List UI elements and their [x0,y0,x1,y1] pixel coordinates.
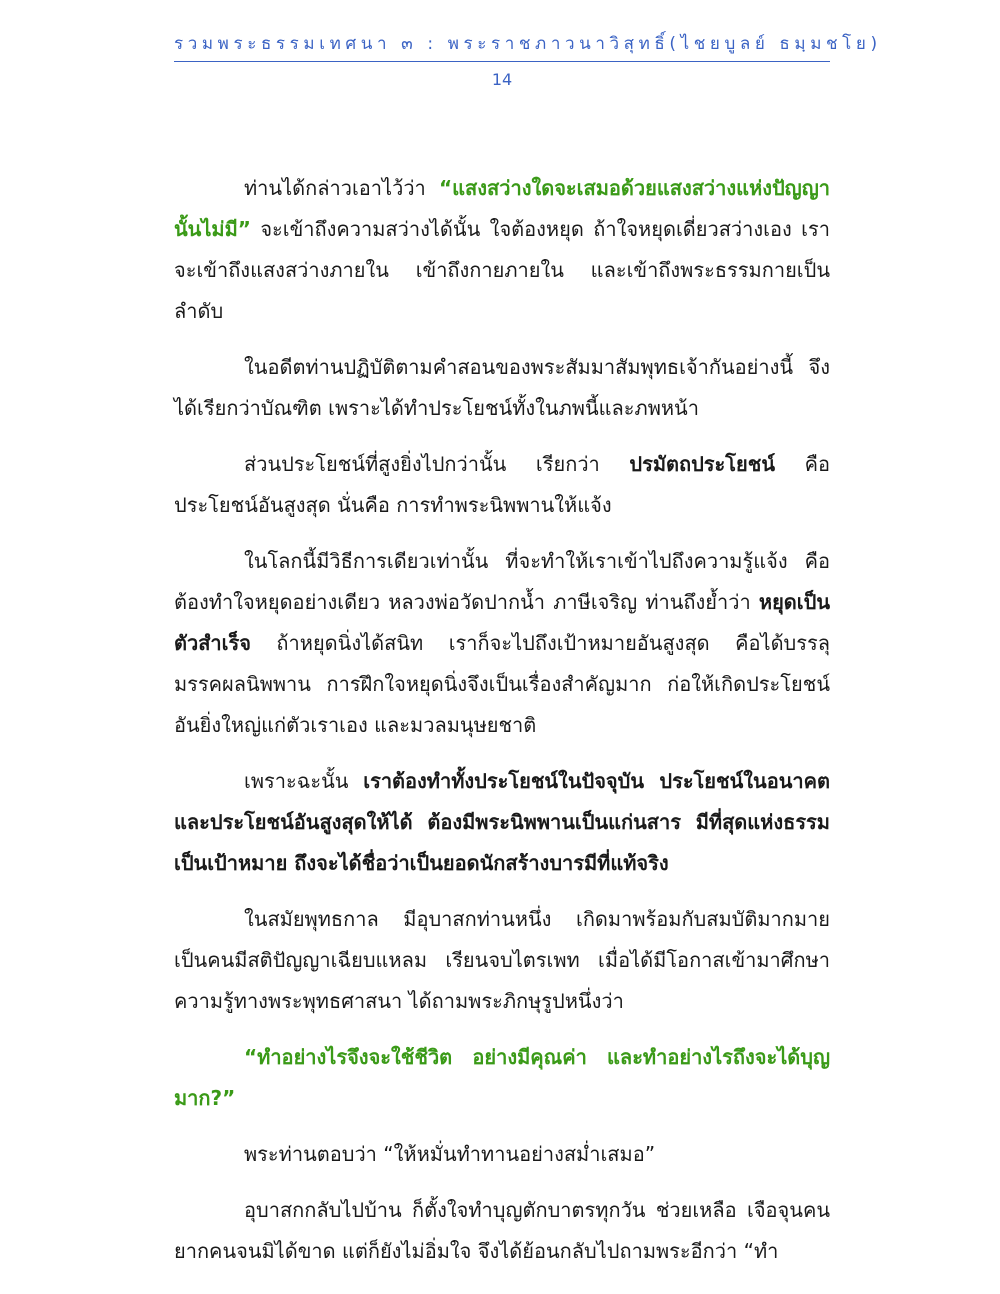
paragraph-9 [174,1190,830,1272]
paragraph-6 [174,899,830,1022]
paragraph-2 [174,347,830,429]
paragraph-text: อุบาสกกลับไปบ้าน ก็ตั้งใจทำบุญตักบาตรทุกวัน ช่วยเหลือ เจือจุนคนยากคนจนมิได้ขาด แต่ก็ยังไม่อิ่มใจ จึงได้ย้อนกลับไปถามพระอีกว่า “ทำ [174,1198,830,1263]
page-number: 14 [491,70,513,89]
bold-statement: เราต้องทำทั้งประโยชน์ในปัจจุบัน ประโยชน์ในอนาคตและประโยชน์อันสูงสุดให้ได้ ต้องมีพระนิพพานเป็นแก่นสาร มีที่สุดแห่งธรรมเป็นเป้าหมาย ถึงจะได้ชื่อว่าเป็นยอดนักสร้างบารมีที่แท้จริง [174,769,830,875]
paragraph-text: ในสมัยพุทธกาล มีอุบาสกท่านหนึ่ง เกิดมาพร้อมกับสมบัติมากมาย เป็นคนมีสติปัญญาเฉียบแหลม เรียนจบไตรเพท เมื่อได้มีโอกาสเข้ามาศึกษาความรู้ทางพระพุทธศาสนา ได้ถามพระภิกษุรูปหนึ่งว่า [174,907,830,1013]
paragraph-text: ในอดีตท่านปฏิบัติตามคำสอนของพระสัมมาสัมพุทธเจ้ากันอย่างนี้ จึงได้เรียกว่าบัณฑิต เพราะได้ทำประโยชน์ทั้งในภพนี้และภพหน้า [174,355,830,420]
paragraph-text: ถ้าหยุดนิ่งได้สนิท เราก็จะไปถึงเป้าหมายอันสูงสุด คือได้บรรลุมรรคผลนิพพาน การฝึกใจหยุดนิ่งจึงเป็นเรื่องสำคัญมาก ก่อให้เกิดประโยชน์อันยิ่งใหญ่แก่ตัวเราเอง และมวลมนุษยชาติ [174,631,830,737]
highlighted-quote: “แสงสว่างใดจะเสมอด้วยแสงสว่างแห่งปัญญานั้นไม่มี” [174,176,830,241]
paragraph-text: เพราะฉะนั้น [244,769,364,793]
paragraph-8 [174,1134,830,1175]
running-title: รวมพระธรรมเทศนา ๓ : พระราชภาวนาวิสุทธิ์(ไชยบูลย์ ธมฺมชโย) [174,30,830,62]
paragraph-text: จะเข้าถึงความสว่างได้นั้น ใจต้องหยุด ถ้าใจหยุดเดี่ยวสว่างเอง เราจะเข้าถึงแสงสว่างภายใน เข้าถึงกายภายใน และเข้าถึงพระธรรมกายเป็นลำดับ [174,217,830,323]
page-header [174,30,882,89]
paragraph-text: พระท่านตอบว่า “ให้หมั่นทำทานอย่างสม่ำเสมอ” [244,1142,656,1166]
body-text [174,168,830,1287]
paragraph-1 [174,168,830,332]
highlighted-quote: “ทำอย่างไรจึงจะใช้ชีวิต อย่างมีคุณค่า และทำอย่างไรถึงจะได้บุญมาก?” [174,1045,830,1110]
bold-term: ปรมัตถประโยชน์ [629,452,775,476]
paragraph-7 [174,1037,830,1119]
paragraph-text: คือประโยชน์อันสูงสุด นั่นคือ การทำพระนิพพานให้แจ้ง [174,452,830,517]
paragraph-text: ในโลกนี้มีวิธีการเดียวเท่านั้น ที่จะทำให้เราเข้าไปถึงความรู้แจ้ง คือต้องทำใจหยุดอย่างเดียว หลวงพ่อวัดปากน้ำ ภาษีเจริญ ท่านถึงย้ำว่า [174,549,830,614]
paragraph-3 [174,444,830,526]
bold-term: หยุดเป็นตัวสำเร็จ [174,590,830,655]
paragraph-text: ส่วนประโยชน์ที่สูงยิ่งไปกว่านั้น เรียกว่า [244,452,630,476]
paragraph-4 [174,541,830,746]
paragraph-text: ท่านได้กล่าวเอาไว้ว่า [244,176,440,200]
paragraph-5 [174,761,830,884]
